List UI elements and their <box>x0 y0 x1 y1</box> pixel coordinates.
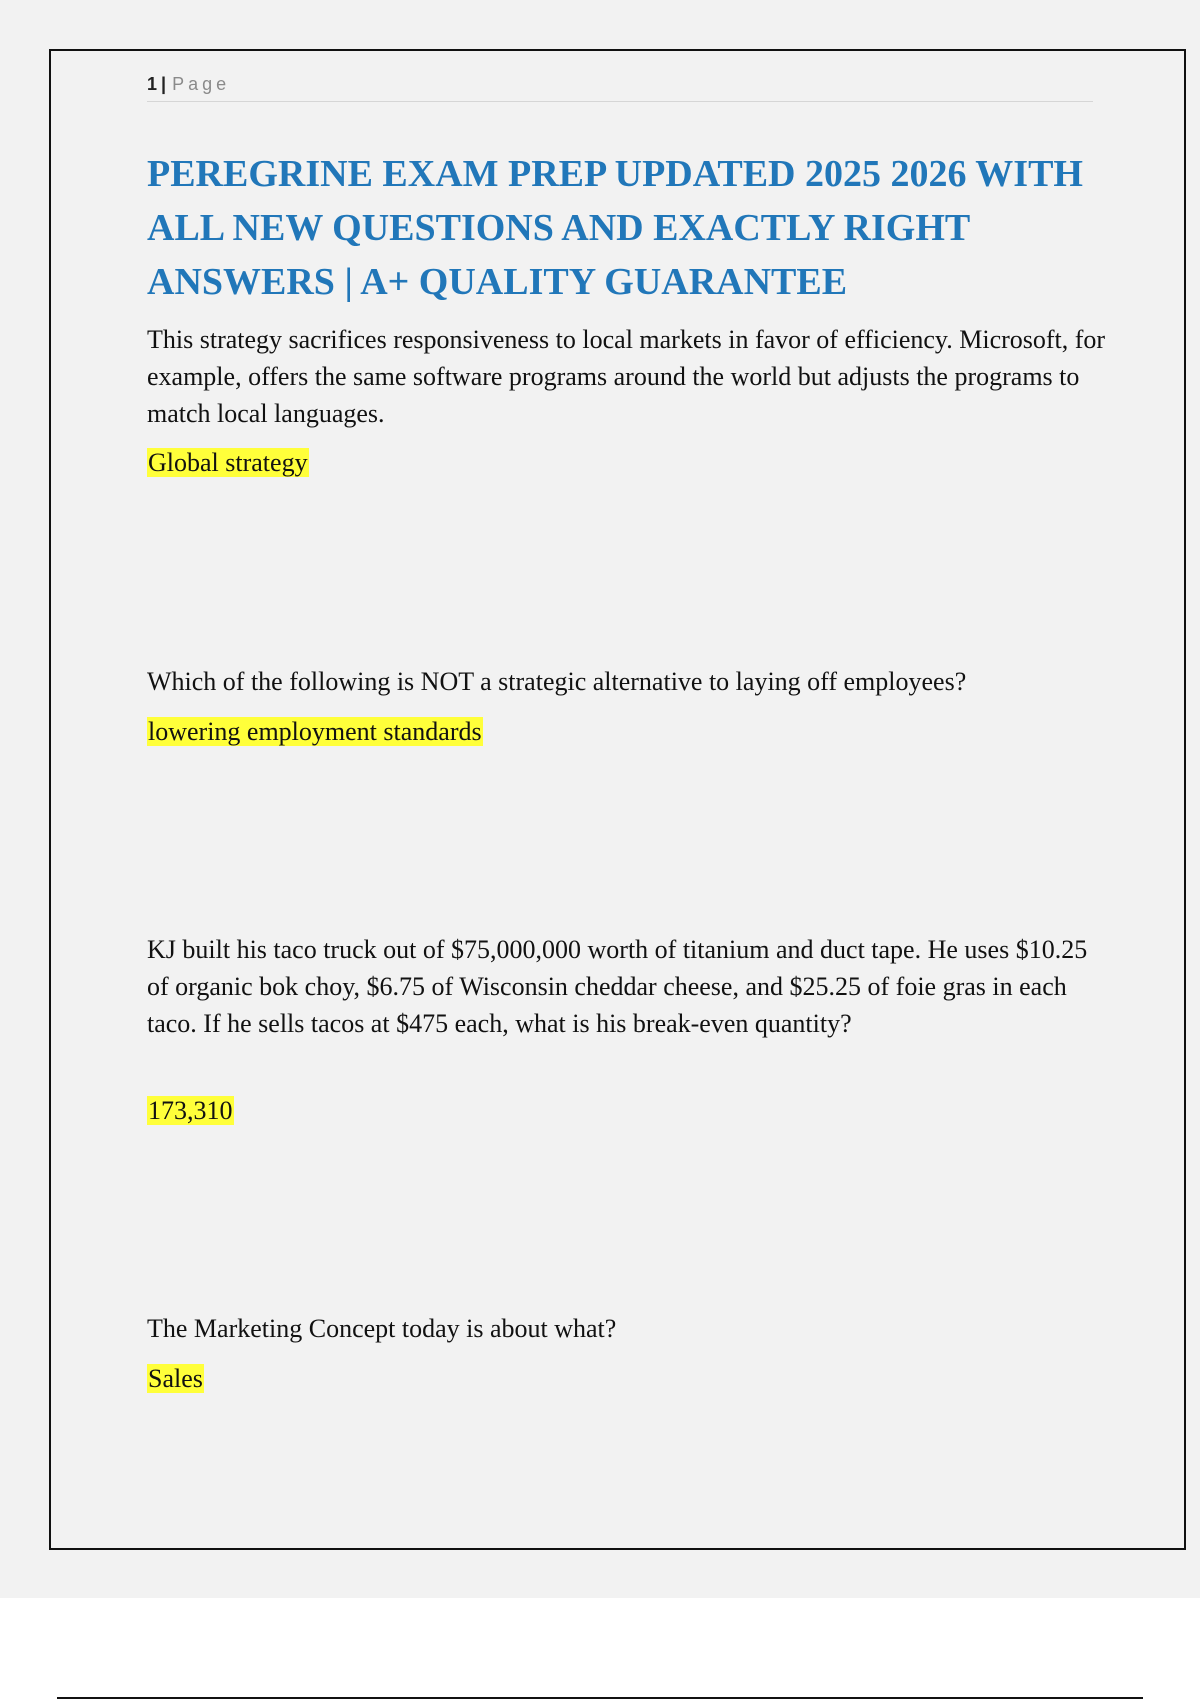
page-header <box>147 73 1093 102</box>
question-4: The Marketing Concept today is about what? <box>147 1314 617 1343</box>
answer-4 <box>147 1363 204 1395</box>
page-label: Page <box>172 74 231 94</box>
page-frame <box>49 49 1186 1550</box>
answer-1 <box>147 447 309 479</box>
answer-3 <box>147 1095 234 1127</box>
page-number: 1 <box>147 74 158 94</box>
page-header-separator: | <box>161 74 167 94</box>
answer-1-highlight: Global strategy <box>148 448 308 477</box>
document-title: PEREGRINE EXAM PREP UPDATED 2025 2026 WITH ALL NEW QUESTIONS AND EXACTLY RIGHT ANSWERS | A+ QUALITY GUARANTEE <box>147 153 1083 303</box>
question-3: KJ built his taco truck out of $75,000,000 worth of titanium and duct tape. He uses $10.25 of organic bok choy, $6.75 of Wisconsin cheddar cheese, and $25.25 of foie gras in each taco. If he sells tacos at $475 each, what is his break-even quantity? <box>147 935 1088 1038</box>
answer-4-highlight: Sales <box>148 1364 203 1393</box>
answer-3-highlight: 173,310 <box>148 1096 233 1125</box>
answer-2-highlight: lowering employment standards <box>148 717 482 746</box>
next-page-top-rule <box>57 1697 1143 1699</box>
answer-2 <box>147 716 483 748</box>
question-2: Which of the following is NOT a strategic alternative to laying off employees? <box>147 667 967 696</box>
question-1: This strategy sacrifices responsiveness to local markets in favor of efficiency. Microsoft, for example, offers the same software programs around the world but adjusts the programs to match local languages. <box>147 325 1106 428</box>
